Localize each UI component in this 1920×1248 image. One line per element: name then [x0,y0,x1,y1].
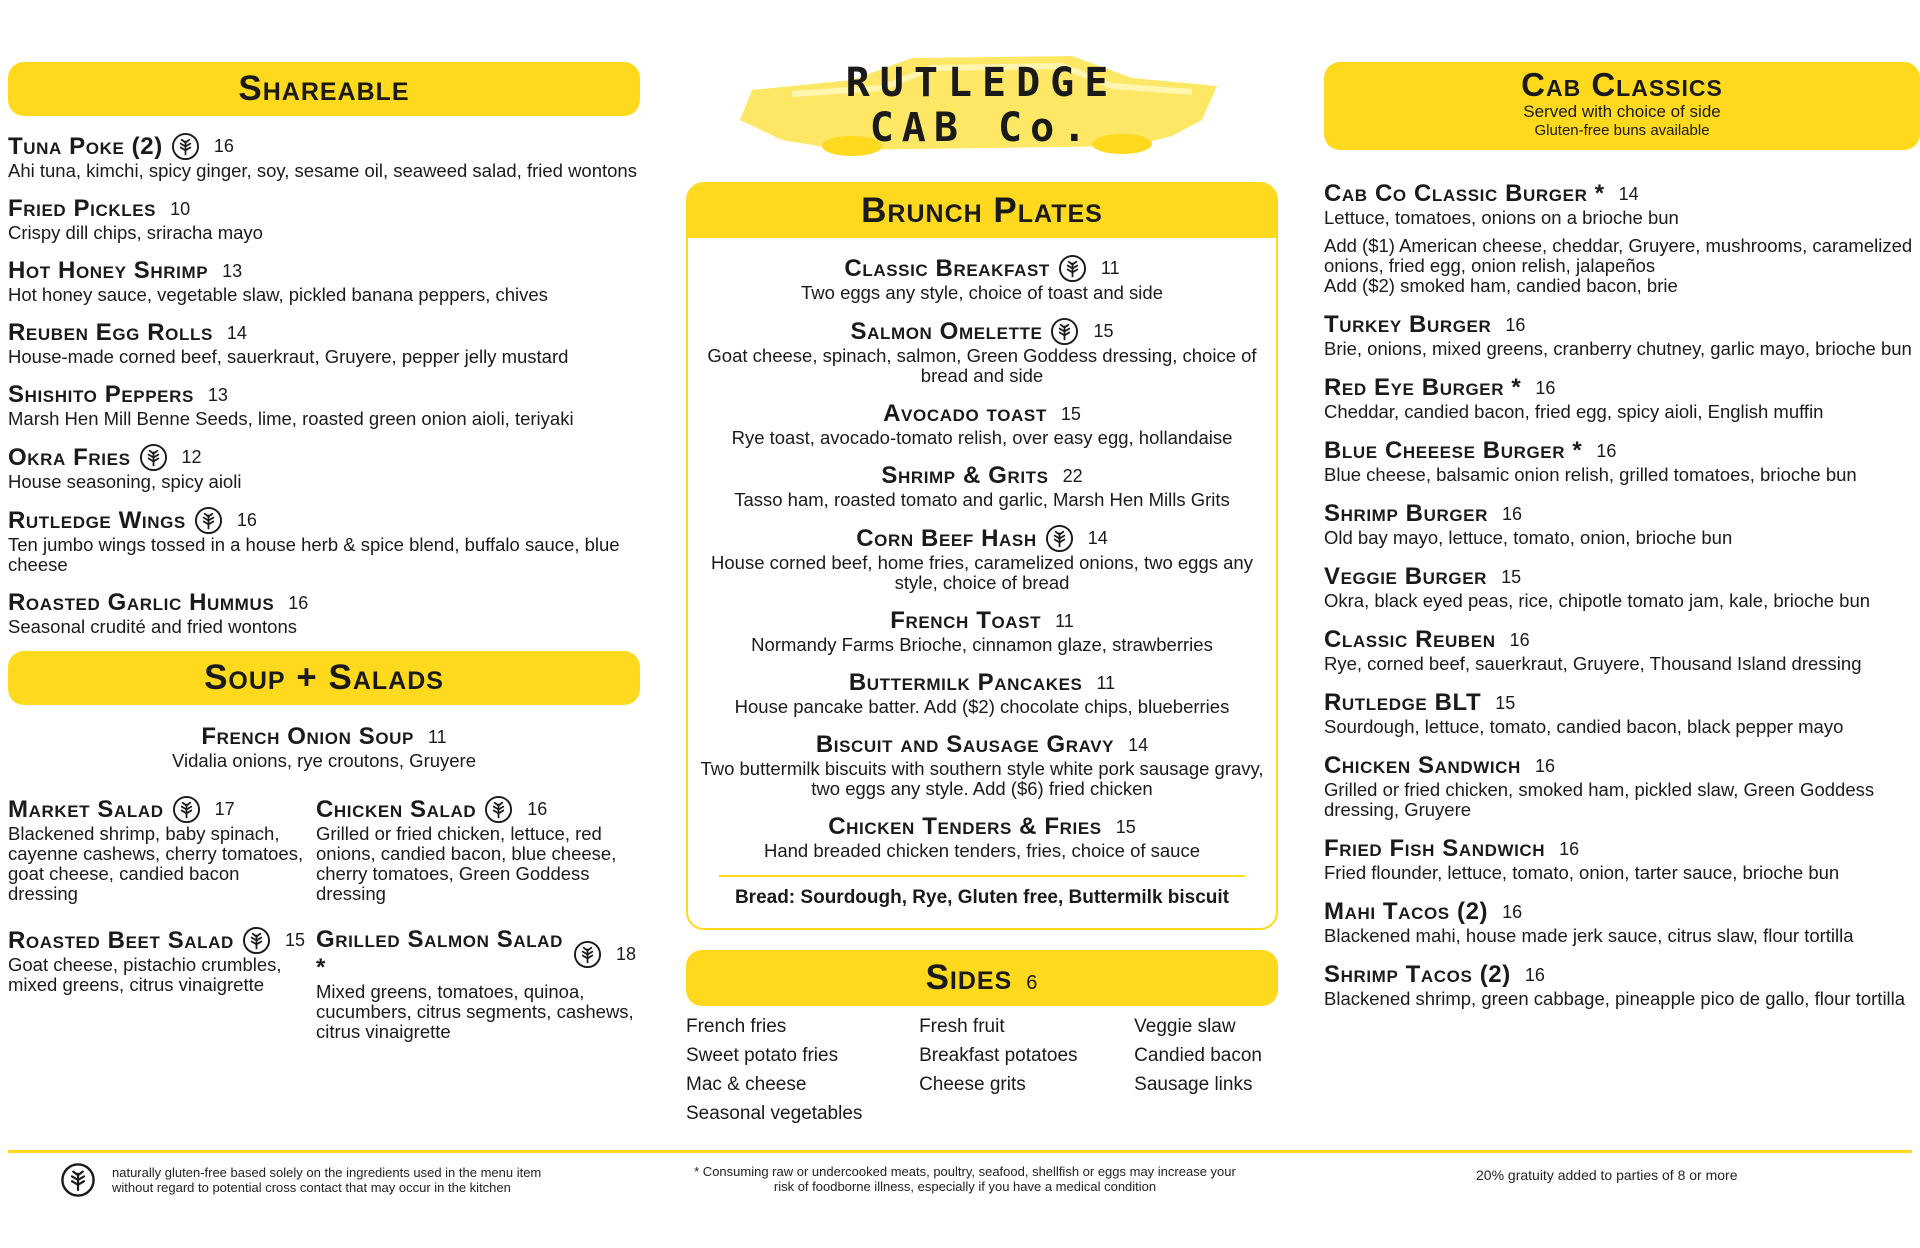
brunch-item-desc: Rye toast, avocado-tomato relish, over easy egg, hollandaise [731,427,1233,448]
classic-item-desc: Cheddar, candied bacon, fried egg, spicy aioli, English muffin [1324,401,1824,422]
shareable-item-name: Rutledge Wings [8,506,186,534]
soup-name: French Onion Soup [201,723,414,750]
shareable-item-name: Reuben Egg Rolls [8,319,213,346]
sides-price: 6 [1026,972,1039,994]
brunch-item-price: 11 [1096,672,1116,693]
brunch-item-head [698,317,1266,346]
shareable-item [8,257,640,305]
shareable-item-price: 16 [236,510,257,530]
shareable-item-head [8,257,640,285]
side-item: Mac & cheese [686,1074,807,1095]
salad-item-desc: Mixed greens, tomatoes, quinoa, cucumbers, citrus segments, cashews, citrus vinaigrette [316,981,634,1042]
sides-column [1134,1016,1262,1124]
classic-item-head [1324,374,1920,402]
footer-gratuity: 20% gratuity added to parties of 8 or more [1476,1167,1738,1183]
shareable-item [8,319,640,367]
brunch-item-name: Salmon Omelette [850,317,1043,345]
classic-item-name: Turkey Burger [1324,311,1492,338]
brand-line2: CAB Co. [869,105,1095,151]
brunch-item [698,317,1266,386]
brunch-item [698,813,1266,861]
soup-item [8,723,640,771]
brunch-list [688,238,1276,861]
classic-item-price: 16 [1509,629,1530,650]
cab-classics-title: Cab Classics [1521,66,1723,103]
classic-item-desc: Brie, onions, mixed greens, cranberry chutney, garlic mayo, brioche bun [1324,338,1912,359]
classic-item-name: Fried Fish Sandwich [1324,835,1546,862]
gluten-free-icon [60,1162,96,1198]
footer-gf-note [60,1162,541,1198]
brunch-item-desc: Hand breaded chicken tenders, fries, choice of sauce [763,840,1201,861]
salad-item [8,795,308,904]
gluten-free-icon [484,795,513,824]
brunch-item [698,462,1266,510]
right-column [1324,62,1920,1024]
classic-item-price: 15 [1501,566,1522,587]
shareable-item-head [8,319,640,347]
shareable-item [8,195,640,243]
salad-item-head [316,795,636,824]
gluten-free-icon [171,132,200,161]
brunch-banner [686,182,1278,238]
classic-item-name: Shrimp Tacos (2) [1324,961,1511,988]
shareable-item-name: Hot Honey Shrimp [8,257,209,284]
shareable-title: Shareable [238,69,410,108]
classic-item-head [1324,898,1920,926]
classic-item-price: 16 [1534,755,1555,776]
brunch-item-desc: House corned beef, home fries, caramelized onions, two eggs any style, choice of bread [711,552,1253,593]
shareable-item [8,589,640,637]
brunch-item-price: 11 [1100,258,1120,278]
shareable-item-head [8,443,640,472]
side-item: Candied bacon [1134,1045,1262,1066]
brunch-item-head [698,731,1266,759]
gluten-free-icon [1045,524,1074,553]
shareable-item-head [8,506,640,535]
soup-price: 11 [427,726,447,747]
bread-note: Bread: Sourdough, Rye, Gluten free, Buttermilk biscuit [734,887,1230,908]
classic-item-desc: Sourdough, lettuce, tomato, candied bacon, black pepper mayo [1324,716,1844,737]
soup-salads-title: Soup + Salads [204,658,444,697]
classic-item-name: Classic Reuben [1324,626,1496,653]
classic-item [1324,752,1920,820]
shareable-item-desc: Marsh Hen Mill Benne Seeds, lime, roasted green onion aioli, teriyaki [8,408,574,429]
salad-item-price: 18 [615,943,636,964]
shareable-item-price: 16 [288,592,309,613]
salad-item-head [8,926,308,955]
shareable-item-desc: Ahi tuna, kimchi, spicy ginger, soy, sesame oil, seaweed salad, fried wontons [8,160,637,181]
side-item: Sausage links [1134,1074,1253,1095]
cab-classics-list [1324,180,1920,1009]
gf-note-line2: without regard to potential cross contact that may occur in the kitchen [112,1180,511,1195]
brunch-item-name: Buttermilk Pancakes [848,669,1083,696]
brunch-item-desc: Goat cheese, spinach, salmon, Green Goddess dressing, choice of bread and side [707,345,1257,386]
classic-item [1324,500,1920,548]
shareable-item-desc: House seasoning, spicy aioli [8,471,242,492]
shareable-item-price: 13 [207,384,228,405]
brunch-item-name: Shrimp & Grits [881,462,1049,489]
shareable-list [8,132,640,637]
cab-classics-subtitle: Served with choice of side [1523,102,1721,121]
raw-note-line1: * Consuming raw or undercooked meats, poultry, seafood, shellfish or eggs may increase your [694,1164,1236,1179]
brunch-item-name: Classic Breakfast [844,254,1050,282]
sides-column [919,1016,1077,1124]
shareable-item-name: Tuna Poke (2) [8,132,163,160]
classic-item-desc: Okra, black eyed peas, rice, chipotle tomato jam, kale, brioche bun [1324,590,1871,611]
salad-item-price: 15 [284,930,305,950]
gluten-free-icon [1058,254,1087,283]
classic-item-head [1324,180,1920,208]
shareable-item-price: 12 [181,447,202,467]
shareable-item [8,381,640,429]
classic-item-addon: Add ($2) smoked ham, candied bacon, brie [1324,275,1678,296]
classic-item-head [1324,500,1920,528]
brunch-item [698,400,1266,448]
classic-item [1324,835,1920,883]
shareable-item-name: Roasted Garlic Hummus [8,589,275,616]
side-item: Cheese grits [919,1074,1026,1095]
salad-item-name: Market Salad [8,795,164,823]
brunch-item-price: 15 [1060,403,1081,424]
gluten-free-icon [139,443,168,472]
classic-item-head [1324,626,1920,654]
brunch-item-head [698,462,1266,490]
classic-item-price: 16 [1501,503,1523,524]
side-item: Fresh fruit [919,1016,1005,1037]
soup-salads-banner [8,651,640,705]
classic-item-head [1324,961,1920,989]
brunch-item-head [698,254,1266,283]
shareable-item-head [8,195,640,223]
shareable-item-price: 16 [213,136,234,156]
gluten-free-icon [573,940,602,969]
brunch-item-name: Corn Beef Hash [856,524,1037,552]
classic-item-desc: Fried flounder, lettuce, tomato, onion, tarter sauce, brioche bun [1324,862,1840,883]
brunch-item-desc: Normandy Farms Brioche, cinnamon glaze, strawberries [751,634,1213,655]
cab-classics-subtitle2: Gluten-free buns available [1534,122,1710,139]
classic-item-head [1324,689,1920,717]
classic-item-price: 16 [1505,314,1526,335]
shareable-item-name: Shishito Peppers [8,381,194,408]
classic-item-name: Shrimp Burger [1324,500,1488,527]
brunch-item [698,254,1266,303]
gluten-free-icon [172,795,201,824]
brunch-item-price: 11 [1055,610,1074,631]
brunch-item-desc: Two eggs any style, choice of toast and side [801,282,1163,303]
shareable-item-price: 10 [170,198,191,219]
brunch-item [698,607,1266,655]
sides-banner [686,950,1278,1006]
brunch-title: Brunch Plates [861,191,1103,230]
left-column [8,62,640,1042]
brunch-item-price: 15 [1115,816,1136,837]
classic-item-price: 16 [1502,901,1523,922]
footer-divider [8,1150,1912,1153]
side-item: Sweet potato fries [686,1045,839,1066]
classic-item [1324,180,1920,296]
brunch-item [698,731,1266,799]
classic-item-desc: Old bay mayo, lettuce, tomato, onion, brioche bun [1324,527,1733,548]
brunch-item-name: Chicken Tenders & Fries [828,813,1102,840]
brunch-item-name: Biscuit and Sausage Gravy [815,731,1115,758]
raw-note-line2: risk of foodborne illness, especially if you have a medical condition [773,1179,1157,1194]
salad-item-price: 16 [527,799,548,819]
classic-item-desc: Blackened shrimp, green cabbage, pineapple pico de gallo, flour tortilla [1324,988,1906,1009]
salad-item-name: Chicken Salad [316,795,477,823]
shareable-item-name: Okra Fries [8,443,131,471]
side-item: Breakfast potatoes [919,1045,1078,1066]
shareable-item [8,506,640,575]
brunch-item-head [698,524,1266,553]
salad-item-head [316,926,636,982]
classic-item-desc: Blackened mahi, house made jerk sauce, citrus slaw, flour tortilla [1324,925,1854,946]
classic-item [1324,961,1920,1009]
salad-item-desc: Grilled or fried chicken, lettuce, red onions, candied bacon, blue cheese, cherry tomatoes, Green Goddess dressing [316,823,617,904]
brunch-item-desc: Two buttermilk biscuits with southern style white pork sausage gravy, two eggs any style. Add ($6) fried chicken [700,758,1264,799]
classic-item-addon: Add ($1) American cheese, cheddar, Gruyere, mushrooms, caramelized onions, fried egg, onion relish, jalapeños [1324,235,1913,276]
classic-item-price: 15 [1495,692,1516,713]
classic-item-head [1324,835,1920,863]
side-item: French fries [686,1016,787,1037]
classic-item-price: 16 [1559,838,1580,859]
side-item: Veggie slaw [1134,1016,1236,1037]
sides-title: Sides [925,958,1013,997]
classic-item-price: 16 [1596,440,1617,461]
classic-item [1324,311,1920,359]
classic-item-name: Mahi Tacos (2) [1324,898,1489,925]
shareable-item-head [8,381,640,409]
classic-item-desc: Grilled or fried chicken, smoked ham, pickled slaw, Green Goddess dressing, Gruyere [1324,779,1875,820]
brunch-item-name: Avocado toast [883,400,1047,427]
sides-grid [686,1016,1278,1124]
classic-item-price: 14 [1618,183,1639,204]
shareable-item-price: 13 [222,260,243,281]
shareable-item-name: Fried Pickles [8,195,157,222]
salad-item-head [8,795,308,824]
classic-item-price: 16 [1524,964,1545,985]
classic-item-head [1324,437,1920,465]
classic-item-name: Chicken Sandwich [1324,752,1521,779]
brunch-item [698,524,1266,593]
footer-raw-warning [670,1164,1260,1194]
soup-desc: Vidalia onions, rye croutons, Gruyere [171,750,477,771]
shareable-item-desc: Crispy dill chips, sriracha mayo [8,222,263,243]
classic-item-name: Blue Cheeese Burger * [1324,437,1583,464]
classic-item-head [1324,752,1920,780]
brunch-item-price: 15 [1093,321,1114,341]
shareable-item-head [8,132,640,161]
classic-item-name: Veggie Burger [1324,563,1488,590]
gluten-free-icon [194,506,223,535]
brunch-item-desc: House pancake batter. Add ($2) chocolate chips, blueberries [734,696,1230,717]
brunch-divider [719,875,1245,877]
gluten-free-icon [1050,317,1079,346]
salad-item [8,926,308,1042]
shareable-item-price: 14 [226,322,247,343]
classic-item [1324,689,1920,737]
classic-item-name: Cab Co Classic Burger * [1324,180,1605,207]
middle-column [686,50,1278,1124]
sides-column [686,1016,862,1124]
classic-item-name: Red Eye Burger * [1324,374,1522,401]
salad-item-desc: Goat cheese, pistachio crumbles, mixed greens, citrus vinaigrette [8,954,282,995]
cab-classics-banner [1324,62,1920,150]
shareable-item-head [8,589,640,617]
brunch-item-price: 14 [1128,734,1149,755]
classic-item [1324,898,1920,946]
brunch-box [686,182,1278,930]
classic-item-desc: Blue cheese, balsamic onion relish, grilled tomatoes, brioche bun [1324,464,1857,485]
gluten-free-icon [242,926,271,955]
shareable-item-desc: House-made corned beef, sauerkraut, Gruyere, pepper jelly mustard [8,346,569,367]
classic-item-head [1324,311,1920,339]
salad-item-name: Roasted Beet Salad [8,926,234,954]
shareable-item-desc: Hot honey sauce, vegetable slaw, pickled banana peppers, chives [8,284,548,305]
brand-logo [732,50,1232,160]
salad-item-price: 17 [214,799,235,819]
shareable-banner [8,62,640,116]
shareable-item [8,443,640,492]
shareable-item-desc: Ten jumbo wings tossed in a house herb & spice blend, buffalo sauce, blue cheese [8,534,620,575]
brunch-item-head [698,400,1266,428]
shareable-item-desc: Seasonal crudité and fried wontons [8,616,297,637]
shareable-item [8,132,640,181]
brunch-item-head [698,669,1266,697]
classic-item [1324,626,1920,674]
brunch-item-desc: Tasso ham, roasted tomato and garlic, Marsh Hen Mills Grits [734,489,1230,510]
brunch-item-head [698,813,1266,841]
salad-item-name: Grilled Salmon Salad * [316,926,563,981]
brunch-item-price: 22 [1062,465,1083,486]
side-item: Seasonal vegetables [686,1103,863,1124]
brunch-item-name: French Toast [890,607,1042,634]
brunch-item-price: 14 [1087,528,1108,548]
brunch-item-head [698,607,1266,635]
classic-item-name: Rutledge BLT [1324,689,1482,716]
classic-item-head [1324,563,1920,591]
classic-item-desc: Lettuce, tomatoes, onions on a brioche bun [1324,207,1679,228]
brand-line1: RUTLEDGE [845,60,1119,106]
brunch-item [698,669,1266,717]
gf-note-line1: naturally gluten-free based solely on the ingredients used in the menu item [112,1165,542,1180]
classic-item [1324,563,1920,611]
salad-grid [8,795,640,1042]
classic-item [1324,374,1920,422]
salad-item [316,795,636,904]
classic-item-price: 16 [1535,377,1556,398]
salad-item [316,926,636,1042]
salad-item-desc: Blackened shrimp, baby spinach, cayenne cashews, cherry tomatoes, goat cheese, candied bacon dressing [8,823,304,904]
classic-item [1324,437,1920,485]
classic-item-desc: Rye, corned beef, sauerkraut, Gruyere, Thousand Island dressing [1324,653,1862,674]
